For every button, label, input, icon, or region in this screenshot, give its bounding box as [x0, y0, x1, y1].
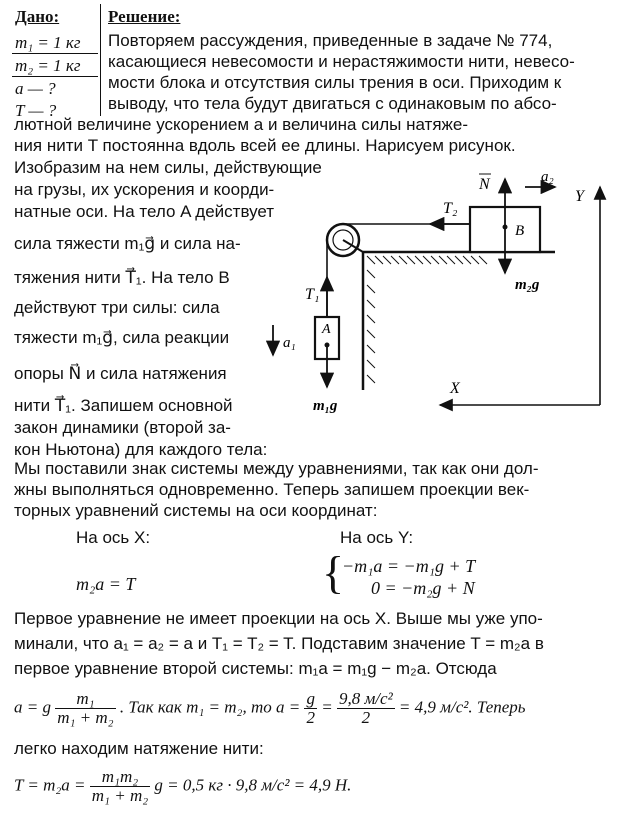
table-hatching	[367, 256, 487, 383]
label-T1: T₁	[305, 286, 320, 303]
side-line: действуют три силы: сила	[14, 298, 220, 317]
label-N: N	[479, 176, 490, 193]
label-Y: Y	[575, 188, 584, 205]
label-m2g: m₂g	[515, 277, 540, 293]
para-line: жны выполняться одновременно. Теперь запишем проекции век-	[14, 480, 530, 499]
side-line: кон Ньютона) для каждого тела:	[14, 440, 268, 459]
formula-a-mid: . Так как m₁ = m₂, то a =	[119, 697, 301, 717]
intro-line: Повторяем рассуждения, приведенные в задаче № 774,	[108, 31, 553, 50]
formula-T-lhs: T = m₂a =	[14, 775, 86, 795]
equation-y1: −m₁a = −m₁g + T	[342, 556, 476, 576]
formula-a-result: = 4,9 м/с². Теперь	[398, 697, 526, 717]
paragraph-system	[14, 458, 614, 521]
side-line: закон динамики (второй за-	[14, 418, 231, 437]
given-find-T: T — ?	[15, 101, 57, 120]
fraction-num: 9,8 м/с²	[338, 689, 393, 708]
paragraph-substitution	[14, 608, 614, 679]
intro-line: ния нити T постоянна вдоль всей ее длины. Нарисуем рисунок.	[14, 136, 516, 155]
intro-line: касающиеся невесомости и нерастяжимости нити, невесо-	[108, 52, 575, 71]
given-mass1: m₁ = 1 кг	[15, 33, 81, 52]
label-A: A	[322, 322, 331, 337]
formula-T-rhs: g = 0,5 кг · 9,8 м/с² = 4,9 Н.	[154, 775, 352, 795]
fraction-T	[90, 768, 150, 805]
side-line: опоры N⃗ и сила натяжения	[14, 364, 227, 383]
side-line: нити T⃗₁. Запишем основной	[14, 396, 233, 415]
intro-line: лютной величине ускорением a и величина силы натяже-	[14, 115, 469, 134]
fraction-g	[304, 690, 317, 727]
side-line: тяжести m₁g⃗, сила реакции	[14, 328, 230, 347]
side-line: Изобразим на нем силы, действующие	[14, 158, 322, 177]
para-line: Первое уравнение не имеет проекции на ось X. Выше мы уже упо-	[14, 609, 543, 628]
fraction-masses	[55, 690, 115, 727]
given-title: Дано:	[15, 7, 60, 26]
paragraph-tension: легко находим натяжение нити:	[14, 739, 264, 758]
formula-a-lhs: a = g	[14, 697, 51, 717]
equation-y2: 0 = −m₂g + N	[371, 578, 475, 598]
solution-intro	[14, 30, 614, 156]
intro-line: мости блока и отсутствия силы трения в оси. Приходим к	[108, 73, 562, 92]
formula-T	[14, 768, 351, 805]
equation-x: m₂a = T	[76, 574, 136, 594]
physics-figure	[255, 165, 610, 415]
para-line: первое уравнение второй системы: m₁a = m₁g − m₂a. Отсюда	[14, 659, 497, 678]
intro-line: выводу, что тела будут двигаться с одинаковым по абсо-	[108, 94, 557, 113]
solution-title: Решение:	[108, 7, 181, 26]
fraction-num: m₁m₂	[90, 768, 150, 787]
axis-x-heading: На ось X:	[76, 528, 151, 547]
axis-y-heading: На ось Y:	[340, 528, 414, 547]
label-X: X	[450, 380, 460, 397]
side-line: сила тяжести m₁g⃗ и сила на-	[14, 234, 241, 253]
label-m1g: m₁g	[313, 398, 338, 414]
label-T2: T₂	[443, 200, 458, 217]
para-line: торных уравнений системы на оси координат:	[14, 501, 378, 520]
fraction-den: 2	[306, 708, 315, 727]
formula-a: a = g $\frac{\text{m₁}}{\text{m₁ + m₂}}$ . Так как m₁ = m₂, то a = $\frac{g}{2}$ = $\frac{\text{9,8 м/с²}}{2}$ = 4,9 м/с². Теперь	[14, 689, 526, 727]
side-line: на грузы, их ускорения и коорди-	[14, 180, 275, 199]
given-find-a: a — ?	[15, 79, 56, 98]
system-brace: {	[322, 547, 345, 598]
fraction-num: m₁	[55, 690, 115, 709]
given-mass2: m₂ = 1 кг	[15, 56, 81, 75]
fraction-den: 2	[361, 708, 371, 727]
fraction-num: g	[306, 689, 315, 708]
fraction-value	[337, 690, 395, 727]
side-line: натные оси. На тело A действует	[14, 202, 275, 221]
label-B: B	[515, 223, 525, 239]
fraction-den: m₁ + m₂	[57, 708, 114, 727]
para-line: Мы поставили знак системы между уравнениями, так как они дол-	[14, 459, 539, 478]
fraction-den: m₁ + m₂	[91, 786, 149, 805]
para-line: минали, что a₁ = a₂ = a и T₁ = T₂ = T. Подставим значение T = m₂a в	[14, 634, 544, 653]
side-line: тяжения нити T⃗₁. На тело B	[14, 268, 230, 287]
label-a1: a₁	[283, 335, 296, 351]
label-a2: a₂	[541, 169, 554, 185]
